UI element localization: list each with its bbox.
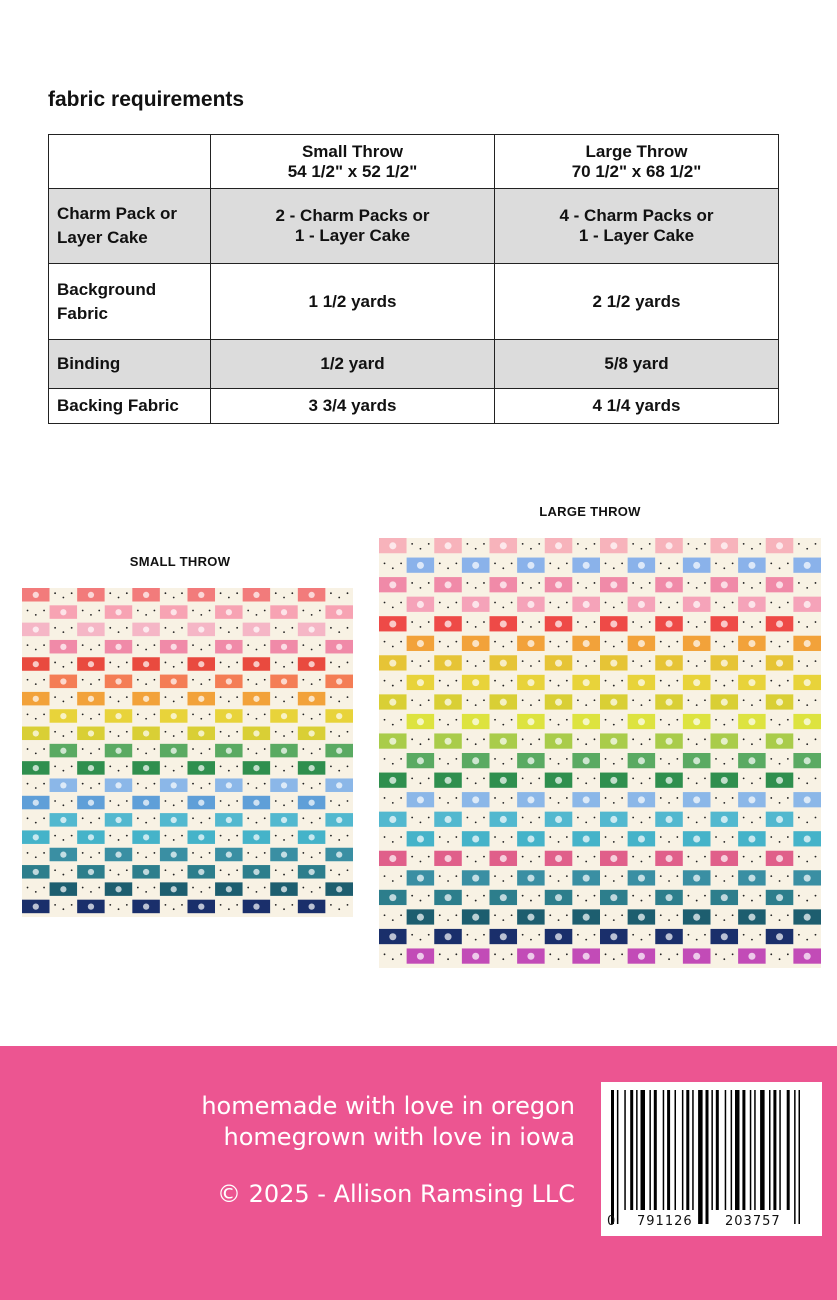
- table-row-charm-pack: [49, 189, 779, 264]
- barcode-digits-group-2: 203757: [725, 1214, 781, 1229]
- small-throw-label: SMALL THROW: [129, 554, 231, 569]
- table-row-background-fabric: [49, 264, 779, 340]
- tagline-iowa: homegrown with love in iowa: [223, 1123, 575, 1151]
- barcode-digits-group-1: 791126: [637, 1214, 693, 1229]
- table-row-binding: [49, 340, 779, 389]
- cell-backing-large: 4 1/4 yards: [495, 389, 779, 424]
- cell-background-small: 1 1/2 yards: [211, 264, 495, 340]
- column-header-small-throw: Small Throw 54 1/2" x 52 1/2": [211, 135, 495, 189]
- row-label-charm-pack: Charm Pack or Layer Cake: [49, 189, 211, 264]
- tagline-oregon: homemade with love in oregon: [201, 1092, 575, 1120]
- small-throw-quilt-image: [22, 588, 353, 917]
- row-label-binding: Binding: [49, 340, 211, 389]
- cell-binding-small: 1/2 yard: [211, 340, 495, 389]
- cell-charm-pack-large: 4 - Charm Packs or 1 - Layer Cake: [495, 189, 779, 264]
- table-header-row: [49, 135, 779, 189]
- barcode: [601, 1082, 822, 1236]
- cell-binding-large: 5/8 yard: [495, 340, 779, 389]
- barcode-digit-left: 0: [607, 1214, 616, 1229]
- table-corner-cell: [49, 135, 211, 189]
- cell-charm-pack-small: 2 - Charm Packs or 1 - Layer Cake: [211, 189, 495, 264]
- cell-background-large: 2 1/2 yards: [495, 264, 779, 340]
- large-throw-label: LARGE THROW: [539, 504, 641, 519]
- column-header-large-throw: Large Throw 70 1/2" x 68 1/2": [495, 135, 779, 189]
- fabric-requirements-heading: fabric requirements: [48, 88, 245, 111]
- copyright-text: © 2025 - Allison Ramsing LLC: [216, 1180, 575, 1208]
- cell-backing-small: 3 3/4 yards: [211, 389, 495, 424]
- table-row-backing-fabric: [49, 389, 779, 424]
- fabric-requirements-table: [48, 134, 779, 424]
- barcode-bars: [601, 1082, 822, 1236]
- large-throw-quilt-image: [379, 538, 821, 968]
- row-label-backing-fabric: Backing Fabric: [49, 389, 211, 424]
- row-label-background-fabric: Background Fabric: [49, 264, 211, 340]
